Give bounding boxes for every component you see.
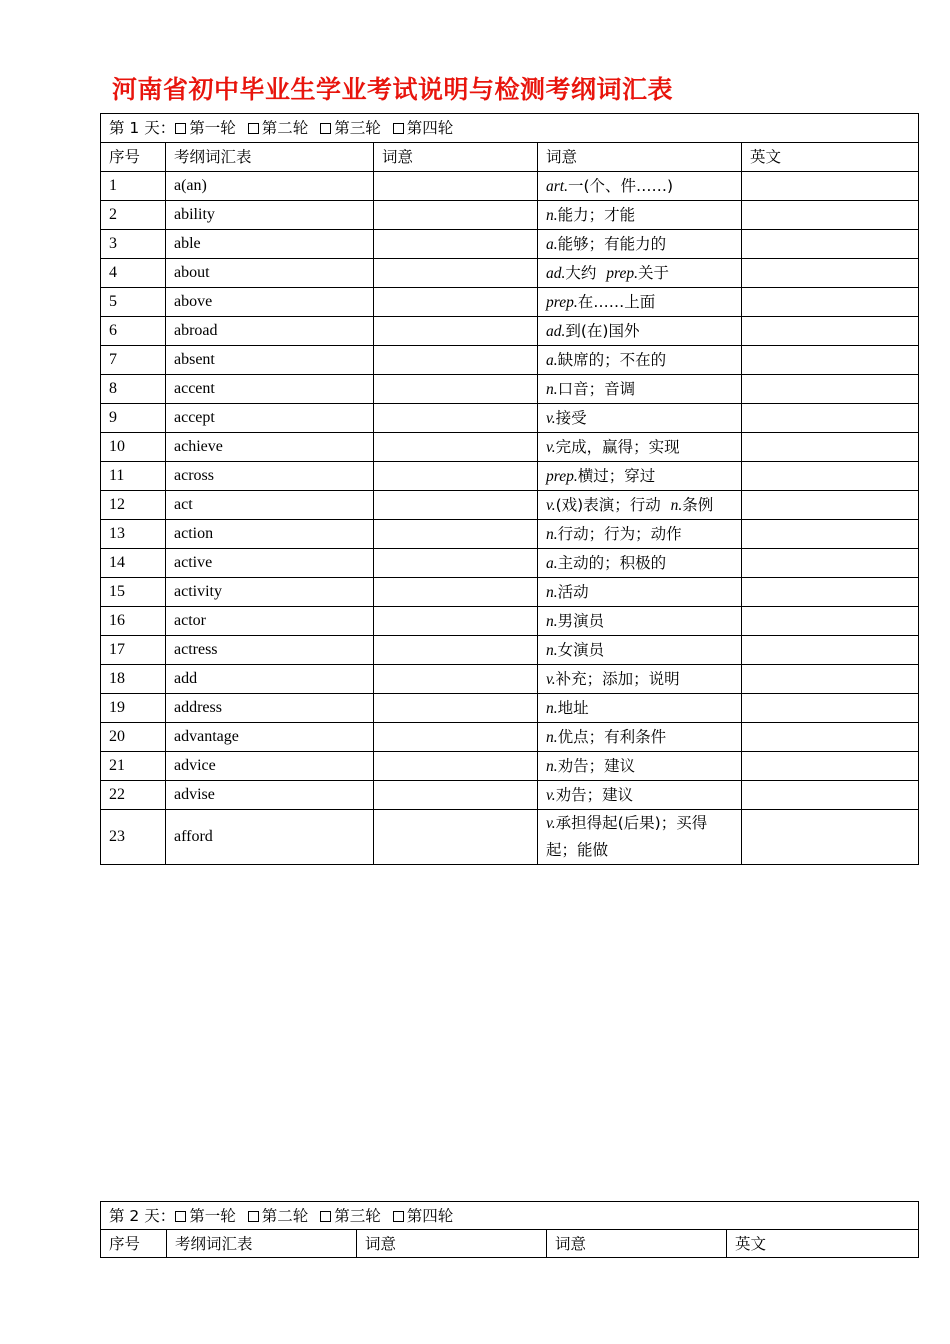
vocab-word: action	[166, 520, 374, 549]
row-number: 8	[101, 375, 166, 404]
day1-rounds-row	[101, 114, 919, 143]
column-header: 词意	[374, 143, 538, 172]
part-of-speech: art.	[546, 177, 568, 195]
meaning-cell	[538, 636, 742, 665]
column-header: 词意	[538, 143, 742, 172]
part-of-speech: v.	[546, 496, 556, 514]
meaning-blank-cell[interactable]	[374, 723, 538, 752]
table-row	[101, 549, 919, 578]
meaning-blank-cell[interactable]	[374, 462, 538, 491]
round-label: 第四轮	[406, 1206, 454, 1225]
meaning-text: 主动的；积极的	[557, 553, 667, 572]
meaning-blank-cell[interactable]	[374, 752, 538, 781]
meaning-cell	[538, 288, 742, 317]
meaning-blank-cell[interactable]	[374, 694, 538, 723]
part-of-speech: n.	[546, 206, 558, 224]
meaning-cell	[538, 346, 742, 375]
column-header: 英文	[727, 1230, 919, 1258]
meaning-blank-cell[interactable]	[374, 288, 538, 317]
part-of-speech: v.	[546, 409, 556, 427]
checkbox-icon[interactable]	[175, 1211, 186, 1222]
meaning-text: (戏)表演；行动	[555, 495, 661, 514]
table-row	[101, 665, 919, 694]
meaning-blank-cell[interactable]	[374, 230, 538, 259]
part-of-speech: v.	[546, 438, 556, 456]
english-blank-cell[interactable]	[742, 607, 919, 636]
table-row	[101, 346, 919, 375]
checkbox-icon[interactable]	[393, 123, 404, 134]
part-of-speech: n.	[546, 757, 558, 775]
row-number: 5	[101, 288, 166, 317]
meaning-text: 在……上面	[577, 292, 656, 311]
part-of-speech: v.	[546, 786, 556, 804]
part-of-speech: prep.	[546, 293, 578, 311]
row-number: 6	[101, 317, 166, 346]
meaning-blank-cell[interactable]	[374, 636, 538, 665]
vocab-word: able	[166, 230, 374, 259]
vocab-word: about	[166, 259, 374, 288]
round-checkbox-3[interactable]	[320, 119, 381, 137]
round-checkbox-3[interactable]	[320, 1207, 381, 1225]
part-of-speech: v.	[546, 815, 556, 832]
table-row	[101, 781, 919, 810]
row-number: 16	[101, 607, 166, 636]
round-checkbox-1[interactable]	[175, 1207, 236, 1225]
vocab-word: act	[166, 491, 374, 520]
table-row	[101, 578, 919, 607]
meaning-text: 一(个、件……)	[567, 176, 674, 195]
row-number: 21	[101, 752, 166, 781]
meaning-cell	[538, 549, 742, 578]
row-number: 13	[101, 520, 166, 549]
vocab-word: above	[166, 288, 374, 317]
english-blank-cell[interactable]	[742, 781, 919, 810]
meaning-blank-cell[interactable]	[374, 375, 538, 404]
checkbox-icon[interactable]	[393, 1211, 404, 1222]
part-of-speech: n.	[546, 583, 558, 601]
meaning-cell	[538, 404, 742, 433]
meaning-blank-cell[interactable]	[374, 810, 538, 865]
document-title: 河南省初中毕业生学业考试说明与检测考纲词汇表	[112, 75, 674, 104]
meaning-cell	[538, 230, 742, 259]
checkbox-icon[interactable]	[248, 123, 259, 134]
english-blank-cell[interactable]	[742, 230, 919, 259]
meaning-blank-cell[interactable]	[374, 578, 538, 607]
row-number: 11	[101, 462, 166, 491]
meaning-cell	[538, 317, 742, 346]
meaning-blank-cell[interactable]	[374, 665, 538, 694]
vocab-word: add	[166, 665, 374, 694]
meaning-blank-cell[interactable]	[374, 781, 538, 810]
round-checkbox-4[interactable]	[393, 119, 454, 137]
row-number: 3	[101, 230, 166, 259]
english-blank-cell[interactable]	[742, 462, 919, 491]
part-of-speech: a.	[546, 351, 558, 369]
day1-rounds-cell	[101, 114, 919, 143]
vocab-word: advantage	[166, 723, 374, 752]
table-row	[101, 172, 919, 201]
row-number: 19	[101, 694, 166, 723]
vocab-word: afford	[166, 810, 374, 865]
meaning-blank-cell[interactable]	[374, 607, 538, 636]
meaning-text-2: 条例	[682, 495, 714, 514]
meaning-text: 承担得起(后果)；买得起；能做	[546, 814, 708, 859]
meaning-blank-cell[interactable]	[374, 259, 538, 288]
round-label: 第一轮	[189, 119, 236, 137]
column-header: 考纲词汇表	[167, 1230, 357, 1258]
row-number: 10	[101, 433, 166, 462]
table-row	[101, 636, 919, 665]
day2-rounds-row	[101, 1202, 919, 1230]
vocab-word: actress	[166, 636, 374, 665]
meaning-text: 横过；穿过	[577, 466, 656, 485]
column-header: 英文	[742, 143, 919, 172]
part-of-speech-2: n.	[670, 496, 683, 514]
vocab-word: actor	[166, 607, 374, 636]
english-blank-cell[interactable]	[742, 752, 919, 781]
round-checkbox-1[interactable]	[175, 119, 236, 137]
vocab-word: a(an)	[166, 172, 374, 201]
meaning-text: 行动；行为；动作	[557, 524, 682, 543]
table-row	[101, 230, 919, 259]
part-of-speech: a.	[546, 235, 558, 253]
day2-rounds-cell	[101, 1202, 919, 1230]
part-of-speech: n.	[546, 728, 558, 746]
table-row	[101, 752, 919, 781]
part-of-speech: n.	[546, 525, 558, 543]
meaning-blank-cell[interactable]	[374, 520, 538, 549]
meaning-cell	[538, 665, 742, 694]
meaning-text: 缺席的；不在的	[557, 350, 667, 369]
day2-vocab-table	[100, 1201, 919, 1258]
row-number: 9	[101, 404, 166, 433]
part-of-speech-2: prep.	[606, 264, 638, 282]
meaning-text: 接受	[555, 408, 587, 427]
checkbox-icon[interactable]	[320, 123, 331, 134]
meaning-text: 女演员	[557, 640, 605, 659]
vocab-word: advise	[166, 781, 374, 810]
english-blank-cell[interactable]	[742, 578, 919, 607]
english-blank-cell[interactable]	[742, 172, 919, 201]
vocab-word: accent	[166, 375, 374, 404]
meaning-cell	[538, 375, 742, 404]
meaning-cell	[538, 462, 742, 491]
vocab-word: accept	[166, 404, 374, 433]
column-header: 序号	[101, 143, 166, 172]
vocab-word: absent	[166, 346, 374, 375]
meaning-cell	[538, 781, 742, 810]
table-row	[101, 694, 919, 723]
english-blank-cell[interactable]	[742, 259, 919, 288]
round-label: 第二轮	[261, 1206, 309, 1225]
part-of-speech: n.	[546, 641, 558, 659]
english-blank-cell[interactable]	[742, 346, 919, 375]
meaning-text: 活动	[557, 582, 589, 601]
meaning-cell	[538, 259, 742, 288]
day1-header-row	[101, 143, 919, 172]
row-number: 15	[101, 578, 166, 607]
row-number: 2	[101, 201, 166, 230]
meaning-text: 能力；才能	[557, 205, 636, 224]
meaning-separator	[596, 264, 606, 282]
row-number: 23	[101, 810, 166, 865]
row-number: 14	[101, 549, 166, 578]
english-blank-cell[interactable]	[742, 810, 919, 865]
part-of-speech: v.	[546, 670, 556, 688]
part-of-speech: n.	[546, 612, 558, 630]
meaning-blank-cell[interactable]	[374, 201, 538, 230]
meaning-blank-cell[interactable]	[374, 172, 538, 201]
checkbox-icon[interactable]	[175, 123, 186, 134]
meaning-cell	[538, 201, 742, 230]
meaning-cell	[538, 520, 742, 549]
meaning-cell	[538, 578, 742, 607]
checkbox-icon[interactable]	[248, 1211, 259, 1222]
english-blank-cell[interactable]	[742, 520, 919, 549]
column-header: 序号	[101, 1230, 167, 1258]
english-blank-cell[interactable]	[742, 404, 919, 433]
row-number: 7	[101, 346, 166, 375]
meaning-blank-cell[interactable]	[374, 317, 538, 346]
meaning-cell	[538, 752, 742, 781]
english-blank-cell[interactable]	[742, 375, 919, 404]
meaning-cell	[538, 810, 742, 865]
table-row	[101, 462, 919, 491]
meaning-text: 优点；有利条件	[557, 727, 667, 746]
meaning-text-2: 关于	[637, 263, 669, 282]
vocab-word: abroad	[166, 317, 374, 346]
meaning-blank-cell[interactable]	[374, 433, 538, 462]
round-checkbox-2[interactable]	[248, 1207, 309, 1225]
meaning-text: 能够；有能力的	[557, 234, 667, 253]
english-blank-cell[interactable]	[742, 665, 919, 694]
meaning-cell	[538, 723, 742, 752]
checkbox-icon[interactable]	[320, 1211, 331, 1222]
meaning-text: 到(在)国外	[565, 321, 640, 340]
round-label: 第三轮	[334, 1206, 381, 1225]
english-blank-cell[interactable]	[742, 723, 919, 752]
table-row	[101, 288, 919, 317]
part-of-speech: prep.	[546, 467, 578, 485]
row-number: 18	[101, 665, 166, 694]
meaning-text: 劝告；建议	[555, 785, 634, 804]
english-blank-cell[interactable]	[742, 491, 919, 520]
round-label: 第四轮	[406, 119, 454, 137]
table-row	[101, 375, 919, 404]
english-blank-cell[interactable]	[742, 636, 919, 665]
meaning-cell	[538, 607, 742, 636]
meaning-separator	[661, 496, 671, 514]
vocab-word: address	[166, 694, 374, 723]
row-number: 12	[101, 491, 166, 520]
day1-vocab-table	[100, 113, 919, 865]
english-blank-cell[interactable]	[742, 317, 919, 346]
meaning-cell	[538, 172, 742, 201]
column-header: 词意	[357, 1230, 547, 1258]
table-row	[101, 607, 919, 636]
table-row	[101, 433, 919, 462]
meaning-blank-cell[interactable]	[374, 404, 538, 433]
round-label: 第二轮	[261, 119, 309, 137]
part-of-speech: ad.	[546, 264, 566, 282]
english-blank-cell[interactable]	[742, 694, 919, 723]
table-row	[101, 404, 919, 433]
meaning-text: 地址	[557, 698, 589, 717]
part-of-speech: n.	[546, 699, 558, 717]
table-row	[101, 810, 919, 865]
meaning-text: 口音；音调	[557, 379, 636, 398]
column-header: 词意	[547, 1230, 727, 1258]
english-blank-cell[interactable]	[742, 201, 919, 230]
vocab-word: achieve	[166, 433, 374, 462]
english-blank-cell[interactable]	[742, 549, 919, 578]
meaning-blank-cell[interactable]	[374, 549, 538, 578]
meaning-text: 补充；添加；说明	[555, 669, 680, 688]
meaning-text: 大约	[565, 263, 597, 282]
round-label: 第一轮	[189, 1206, 236, 1225]
round-checkbox-4[interactable]	[393, 1207, 454, 1225]
row-number: 17	[101, 636, 166, 665]
meaning-blank-cell[interactable]	[374, 491, 538, 520]
column-header: 考纲词汇表	[166, 143, 374, 172]
part-of-speech: n.	[546, 380, 558, 398]
meaning-cell	[538, 491, 742, 520]
part-of-speech: a.	[546, 554, 558, 572]
meaning-text: 劝告；建议	[557, 756, 636, 775]
meaning-text: 完成，赢得；实现	[555, 437, 680, 456]
row-number: 1	[101, 172, 166, 201]
vocab-word: activity	[166, 578, 374, 607]
table-row	[101, 491, 919, 520]
table-row	[101, 317, 919, 346]
day2-day-label: 第 2 天：	[109, 1206, 176, 1225]
vocab-word: across	[166, 462, 374, 491]
table-row	[101, 201, 919, 230]
day2-header-row	[101, 1230, 919, 1258]
row-number: 22	[101, 781, 166, 810]
english-blank-cell[interactable]	[742, 433, 919, 462]
vocab-word: active	[166, 549, 374, 578]
meaning-cell	[538, 694, 742, 723]
meaning-blank-cell[interactable]	[374, 346, 538, 375]
row-number: 4	[101, 259, 166, 288]
table-row	[101, 723, 919, 752]
vocab-word: ability	[166, 201, 374, 230]
table-row	[101, 520, 919, 549]
round-label: 第三轮	[334, 119, 381, 137]
vocab-word: advice	[166, 752, 374, 781]
round-checkbox-2[interactable]	[248, 119, 309, 137]
row-number: 20	[101, 723, 166, 752]
english-blank-cell[interactable]	[742, 288, 919, 317]
table-row	[101, 259, 919, 288]
meaning-cell	[538, 433, 742, 462]
part-of-speech: ad.	[546, 322, 566, 340]
meaning-text: 男演员	[557, 611, 605, 630]
day1-day-label: 第 1 天：	[109, 119, 176, 137]
